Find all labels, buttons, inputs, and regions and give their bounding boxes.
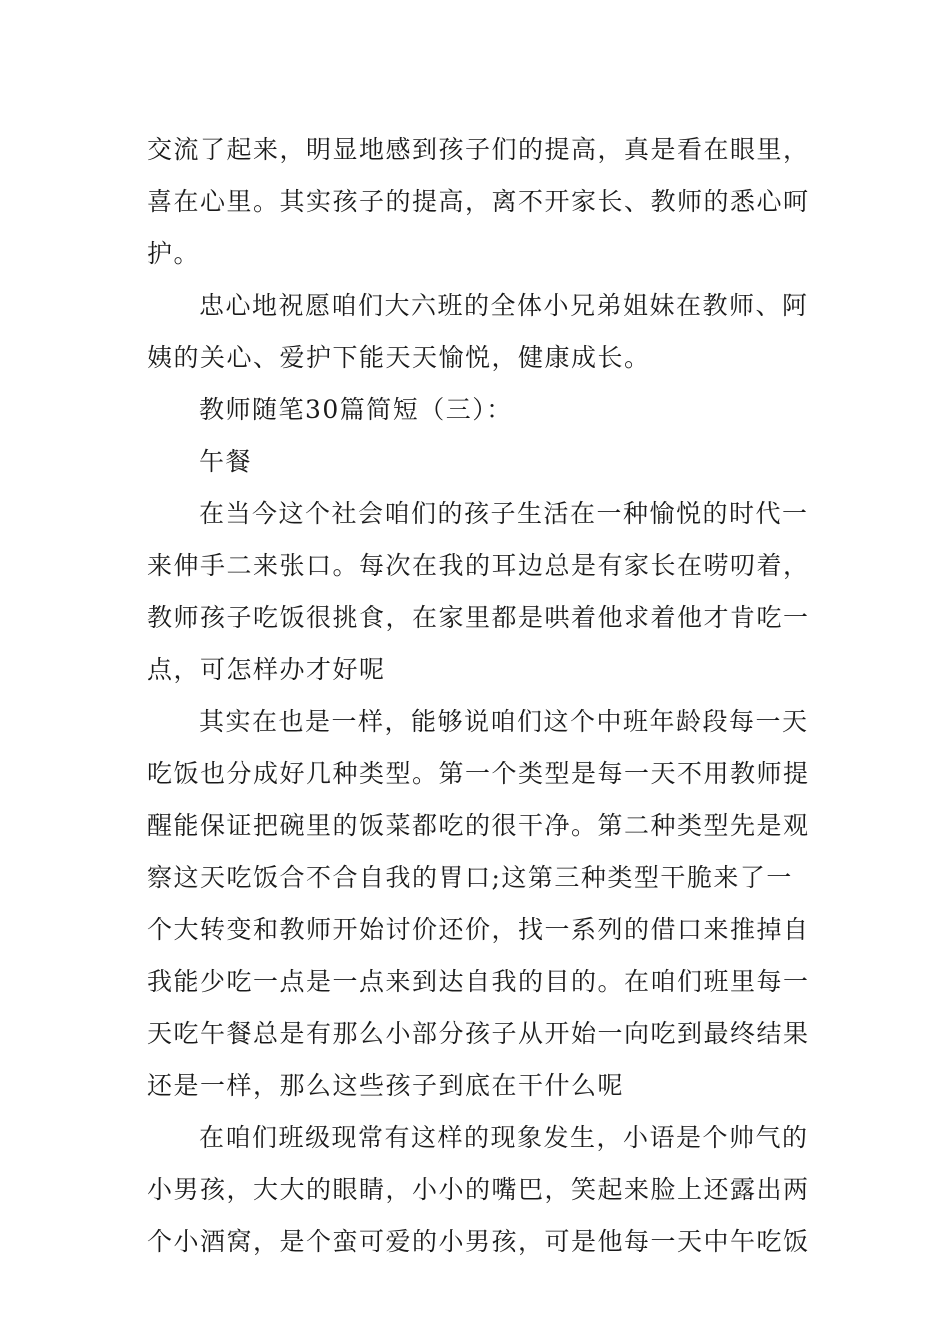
paragraph-xiaoyu: 在咱们班级现常有这样的现象发生，小语是个帅气的小男孩，大大的眼睛，小小的嘴巴，笑起来脸上还露出两个小酒窝，是个蛮可爱的小男孩，可是他每一天中午吃饭 (147, 1123, 810, 1256)
paragraph-wishes: 忠心地祝愿咱们大六班的全体小兄弟姐妹在教师、阿姨的关心、爱护下能天天愉悦，健康成长。 (147, 291, 809, 372)
paragraph-types: 其实在也是一样，能够说咱们这个中班年龄段每一天吃饭也分成好几种类型。第一个类型是每一天不用教师提醒能保证把碗里的饭菜都吃的很干净。第二种类型先是观察这天吃饭合不合自我的胃口;这第三种类型干脆来了一个大转变和教师开始讨价还价，找一系列的借口来推掉自我能少吃一点是一点来到达自我的目的。在咱们班里每一天吃午餐总是有那么小部分孩子从开始一向吃到最终结果还是一样，那么这些孩子到底在干什么呢 (147, 707, 810, 1100)
document-body (147, 124, 812, 1268)
section-heading: 教师随笔30篇简短（三）： (199, 395, 513, 424)
paragraph-continuation: 交流了起来，明显地感到孩子们的提高，真是看在眼里，喜在心里。其实孩子的提高，离不开家长、教师的悉心呵护。 (147, 135, 810, 268)
paragraph-intro: 在当今这个社会咱们的孩子生活在一种愉悦的时代一来伸手二来张口。每次在我的耳边总是有家长在唠叨着，教师孩子吃饭很挑食，在家里都是哄着他求着他才肯吃一点，可怎样办才好呢 (147, 499, 810, 684)
section-subtitle: 午餐 (199, 447, 253, 476)
